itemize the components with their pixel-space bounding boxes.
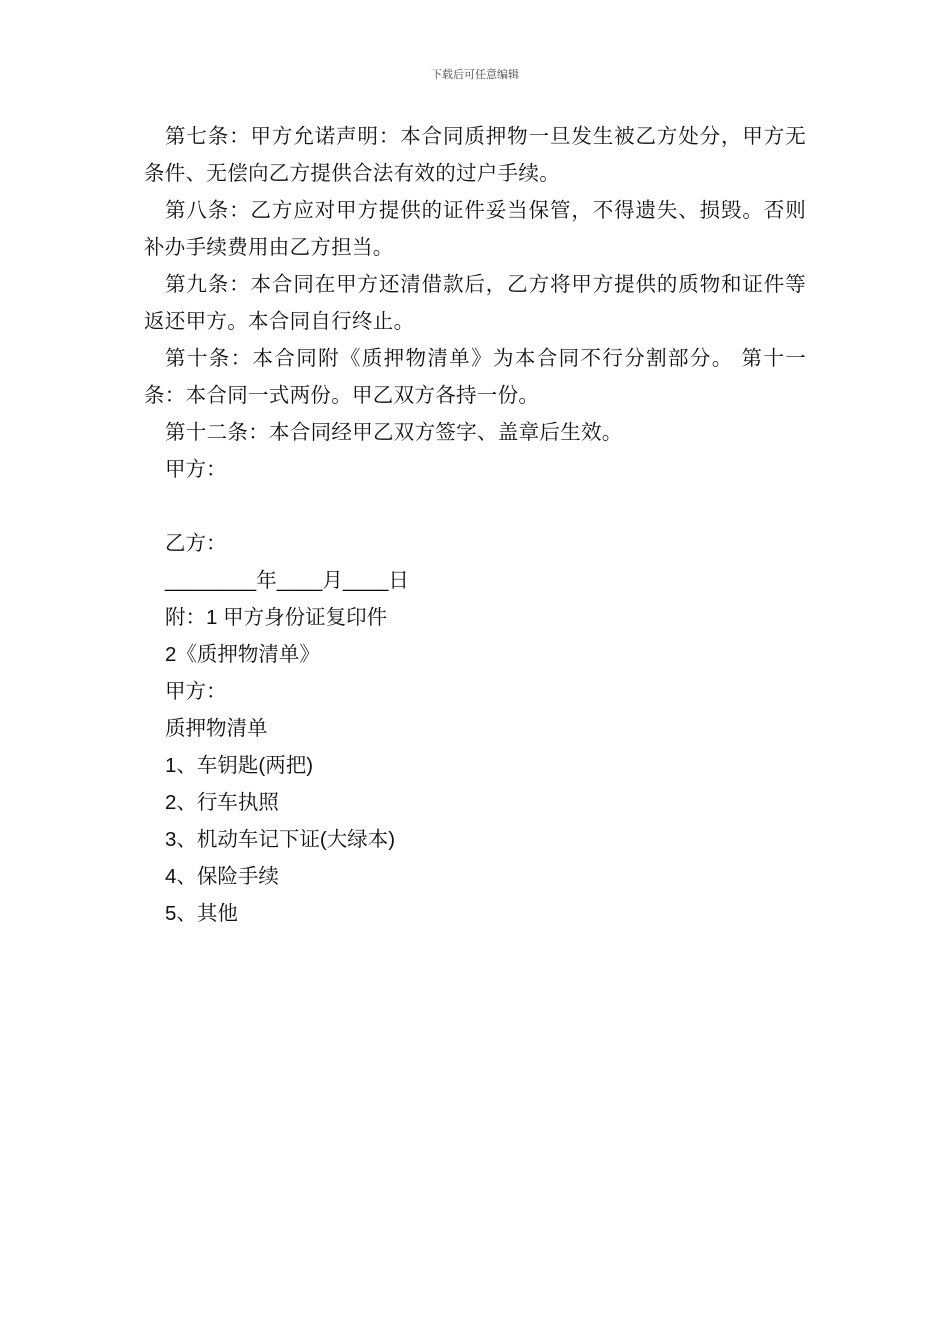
clause-9: 第九条：本合同在甲方还清借款后，乙方将甲方提供的质物和证件等返还甲方。本合同自行终止。 — [144, 272, 806, 333]
signature-gap — [144, 488, 806, 525]
clause-12: 第十二条：本合同经甲乙双方签字、盖章后生效。 — [165, 420, 623, 444]
document-body — [144, 118, 806, 932]
attachment-line-1: 附：1 甲方身份证复印件 — [165, 606, 388, 629]
attachment-line-2: 2《质押物清单》 — [165, 643, 320, 666]
list-item: 1、车钥匙(两把) — [165, 754, 314, 777]
party-a-signature-label: 甲方： — [165, 457, 227, 481]
list-item: 2、行车执照 — [165, 791, 279, 814]
list-item: 5、其他 — [165, 902, 238, 925]
clause-7: 第七条：甲方允诺声明：本合同质押物一旦发生被乙方处分，甲方无条件、无偿向乙方提供合法有效的过户手续。 — [144, 124, 806, 185]
party-b-signature-label: 乙方： — [165, 531, 227, 555]
signature-date-line: ________年____月____日 — [165, 569, 409, 592]
clause-10-11: 第十条：本合同附《质押物清单》为本合同不行分割部分。 第十一条：本合同一式两份。甲乙双方各持一份。 — [144, 346, 806, 407]
clause-8: 第八条：乙方应对甲方提供的证件妥当保管，不得遗失、损毁。否则补办手续费用由乙方担当。 — [144, 198, 806, 259]
list-item: 4、保险手续 — [165, 865, 279, 888]
list-party-a-label: 甲方： — [165, 680, 227, 703]
page-header-note: 下载后可任意编辑 — [431, 68, 519, 81]
list-item: 3、机动车记下证(大绿本) — [165, 828, 396, 851]
pledge-list-title: 质押物清单 — [165, 717, 268, 740]
